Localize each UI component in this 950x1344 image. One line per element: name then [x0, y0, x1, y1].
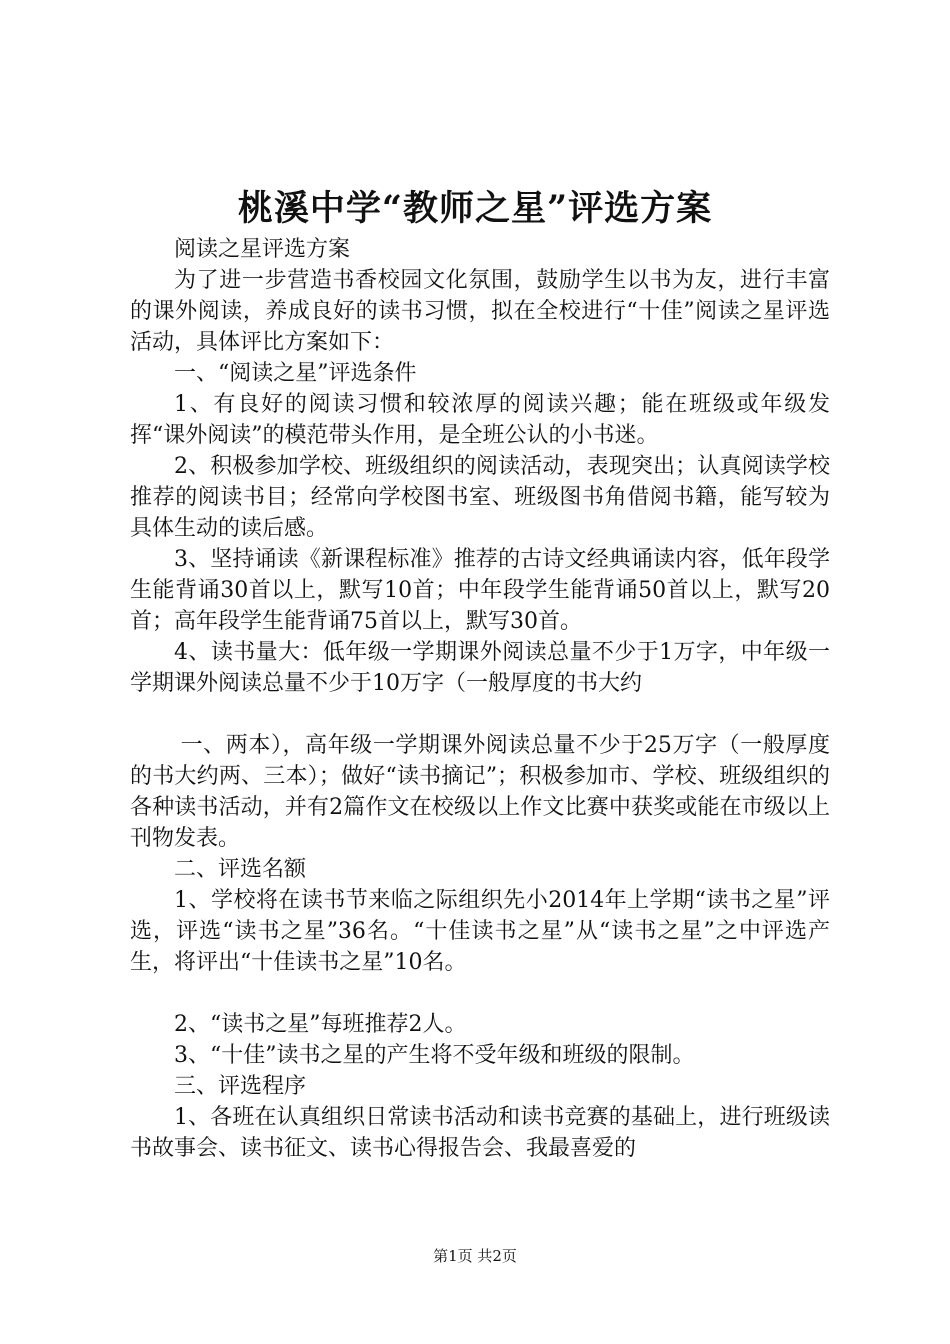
paragraph-condition-4: 4、读书量大：低年级一学期课外阅读总量不少于1万字，中年级一学期课外阅读总量不少于10万字（一般厚度的书大约: [130, 640, 830, 696]
paragraph-condition-1: 1、有良好的阅读习惯和较浓厚的阅读兴趣；能在班级或年级发挥“课外阅读”的模范带头作用，是全班公认的小书迷。: [130, 392, 830, 448]
paragraph-quota-3: 3、“十佳”读书之星的产生将不受年级和班级的限制。: [174, 1043, 695, 1068]
section-heading-quota: 二、评选名额: [174, 857, 307, 882]
paragraph-quota-1: 1、学校将在读书节来临之际组织先小2014年上学期“读书之星”评选，评选“读书之星”36名。“十佳读书之星”从“读书之星”之中评选产生，将评出“十佳读书之星”10名。: [130, 888, 830, 975]
paragraph-quota-2: 2、“读书之星”每班推荐2人。: [174, 1012, 467, 1037]
paragraph-procedure-1: 1、各班在认真组织日常读书活动和读书竞赛的基础上，进行班级读书故事会、读书征文、读书心得报告会、我最喜爱的: [130, 1105, 830, 1161]
document-title: 桃溪中学“教师之星”评选方案: [237, 188, 713, 229]
paragraph-condition-2: 2、积极参加学校、班级组织的阅读活动，表现突出；认真阅读学校推荐的阅读书目；经常向学校图书室、班级图书角借阅书籍，能写较为具体生动的读后感。: [130, 454, 830, 541]
paragraph-condition-3: 3、坚持诵读《新课程标准》推荐的古诗文经典诵读内容，低年段学生能背诵30首以上，默写10首；中年段学生能背诵50首以上，默写20首；高年段学生能背诵75首以上，默写30首。: [130, 547, 830, 634]
page-footer: 第1页 共2页: [433, 1247, 517, 1265]
section-heading-conditions: 一、“阅读之星”评选条件: [174, 361, 417, 386]
section-heading-procedure: 三、评选程序: [174, 1074, 307, 1099]
paragraph-condition-4-continued: 一、两本），高年级一学期课外阅读总量不少于25万字（一般厚度的书大约两、三本）；做好“读书摘记”；积极参加市、学校、班级组织的各种读书活动，并有2篇作文在校级以上作文比赛中获奖或能在市级以上刊物发表。: [130, 733, 830, 851]
paragraph-subtitle: 阅读之星评选方案: [174, 237, 351, 262]
paragraph-intro: 为了进一步营造书香校园文化氛围，鼓励学生以书为友，进行丰富的课外阅读，养成良好的读书习惯，拟在全校进行“十佳”阅读之星评选活动，具体评比方案如下：: [130, 268, 830, 355]
document-body: [130, 234, 830, 1164]
